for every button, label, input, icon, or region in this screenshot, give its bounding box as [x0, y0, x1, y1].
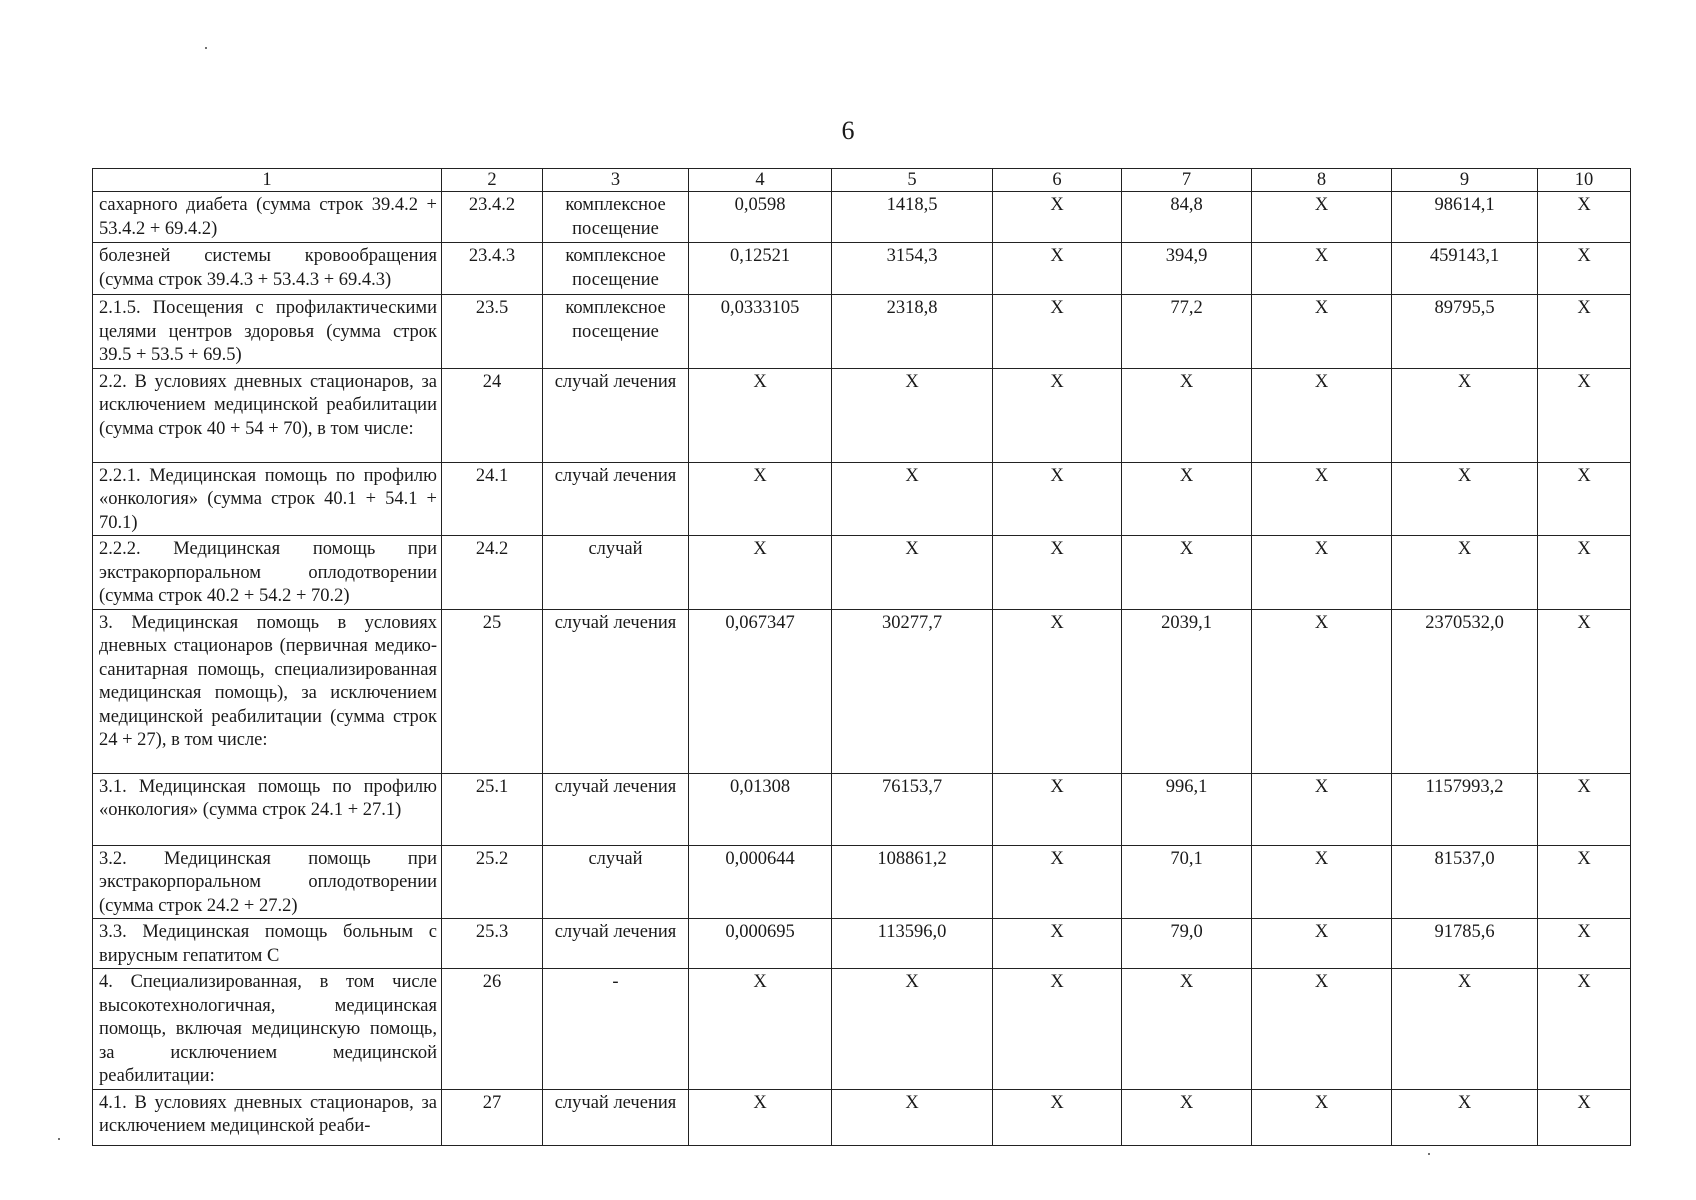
- value-cell-col7: 2039,1: [1122, 609, 1252, 773]
- value-cell-col10: X: [1538, 919, 1631, 969]
- column-header: 9: [1392, 169, 1538, 192]
- value-cell-col7: 79,0: [1122, 919, 1252, 969]
- table-row: [93, 919, 1631, 969]
- column-header: 8: [1252, 169, 1392, 192]
- row-name-cell: 3.1. Медицинская помощь по профилю «онкология» (сумма строк 24.1 + 27.1): [93, 773, 442, 845]
- value-cell-col10: X: [1538, 462, 1631, 536]
- value-cell-col9: X: [1392, 368, 1538, 462]
- value-cell-col4: 0,067347: [689, 609, 832, 773]
- value-cell-col6: X: [993, 609, 1122, 773]
- value-cell-col10: X: [1538, 192, 1631, 243]
- row-name-cell: 2.2.2. Медицинская помощь при экстракорпоральном оплодотворении (сумма строк 40.2 + 54.2 + 70.2): [93, 536, 442, 610]
- value-cell-col6: X: [993, 845, 1122, 919]
- row-number-cell: 25.3: [442, 919, 543, 969]
- value-cell-col10: X: [1538, 295, 1631, 369]
- value-cell-col4: X: [689, 536, 832, 610]
- value-cell-col7: X: [1122, 462, 1252, 536]
- value-cell-col4: 0,12521: [689, 243, 832, 295]
- value-cell-col7: X: [1122, 969, 1252, 1090]
- row-number-cell: 25.1: [442, 773, 543, 845]
- row-number-cell: 24.1: [442, 462, 543, 536]
- value-cell-col5: X: [832, 969, 993, 1090]
- unit-cell: случай лечения: [543, 773, 689, 845]
- value-cell-col7: 84,8: [1122, 192, 1252, 243]
- value-cell-col7: X: [1122, 536, 1252, 610]
- column-header: 10: [1538, 169, 1631, 192]
- table-row: [93, 295, 1631, 369]
- unit-cell: случай лечения: [543, 1089, 689, 1145]
- value-cell-col6: X: [993, 536, 1122, 610]
- value-cell-col6: X: [993, 1089, 1122, 1145]
- value-cell-col7: 70,1: [1122, 845, 1252, 919]
- value-cell-col9: X: [1392, 462, 1538, 536]
- row-number-cell: 23.5: [442, 295, 543, 369]
- row-number-cell: 24.2: [442, 536, 543, 610]
- scan-speck: [205, 47, 207, 49]
- value-cell-col7: 996,1: [1122, 773, 1252, 845]
- value-cell-col5: X: [832, 1089, 993, 1145]
- value-cell-col5: 1418,5: [832, 192, 993, 243]
- unit-cell: -: [543, 969, 689, 1090]
- unit-cell: случай лечения: [543, 462, 689, 536]
- value-cell-col4: X: [689, 462, 832, 536]
- value-cell-col7: X: [1122, 368, 1252, 462]
- value-cell-col8: X: [1252, 919, 1392, 969]
- unit-cell: случай лечения: [543, 919, 689, 969]
- value-cell-col9: 98614,1: [1392, 192, 1538, 243]
- unit-cell: случай: [543, 845, 689, 919]
- value-cell-col5: 30277,7: [832, 609, 993, 773]
- value-cell-col6: X: [993, 243, 1122, 295]
- row-name-cell: 2.2. В условиях дневных стационаров, за исключением медицинской реабилитации (сумма строк 40 + 54 + 70), в том числе:: [93, 368, 442, 462]
- value-cell-col9: X: [1392, 969, 1538, 1090]
- page-number: 6: [841, 116, 855, 145]
- value-cell-col4: X: [689, 969, 832, 1090]
- row-number-cell: 25.2: [442, 845, 543, 919]
- value-cell-col8: X: [1252, 609, 1392, 773]
- unit-cell: комплексное посещение: [543, 295, 689, 369]
- value-cell-col5: 3154,3: [832, 243, 993, 295]
- unit-cell: комплексное посещение: [543, 243, 689, 295]
- value-cell-col8: X: [1252, 1089, 1392, 1145]
- value-cell-col6: X: [993, 969, 1122, 1090]
- value-cell-col9: 459143,1: [1392, 243, 1538, 295]
- row-number-cell: 23.4.2: [442, 192, 543, 243]
- table-body: [93, 192, 1631, 1146]
- row-name-cell: болезней системы кровообращения (сумма строк 39.4.3 + 53.4.3 + 69.4.3): [93, 243, 442, 295]
- value-cell-col6: X: [993, 919, 1122, 969]
- table-row: [93, 536, 1631, 610]
- value-cell-col9: 2370532,0: [1392, 609, 1538, 773]
- row-name-cell: 2.1.5. Посещения с профилактическими целями центров здоровья (сумма строк 39.5 + 53.5 + 69.5): [93, 295, 442, 369]
- column-header: 1: [93, 169, 442, 192]
- value-cell-col10: X: [1538, 773, 1631, 845]
- value-cell-col6: X: [993, 295, 1122, 369]
- data-table: [92, 168, 1631, 1146]
- value-cell-col8: X: [1252, 192, 1392, 243]
- value-cell-col8: X: [1252, 368, 1392, 462]
- unit-cell: случай лечения: [543, 609, 689, 773]
- row-number-cell: 26: [442, 969, 543, 1090]
- scan-speck: [58, 1138, 60, 1140]
- value-cell-col7: 394,9: [1122, 243, 1252, 295]
- row-name-cell: 3.3. Медицинская помощь больным с вирусным гепатитом С: [93, 919, 442, 969]
- value-cell-col8: X: [1252, 462, 1392, 536]
- row-number-cell: 27: [442, 1089, 543, 1145]
- value-cell-col8: X: [1252, 536, 1392, 610]
- table-row: [93, 243, 1631, 295]
- value-cell-col4: 0,0598: [689, 192, 832, 243]
- value-cell-col10: X: [1538, 243, 1631, 295]
- table-row: [93, 368, 1631, 462]
- value-cell-col9: 89795,5: [1392, 295, 1538, 369]
- row-name-cell: 3.2. Медицинская помощь при экстракорпоральном оплодотворении (сумма строк 24.2 + 27.2): [93, 845, 442, 919]
- table-row: [93, 773, 1631, 845]
- value-cell-col6: X: [993, 773, 1122, 845]
- column-header: 2: [442, 169, 543, 192]
- column-header: 4: [689, 169, 832, 192]
- value-cell-col5: X: [832, 462, 993, 536]
- value-cell-col8: X: [1252, 845, 1392, 919]
- value-cell-col7: 77,2: [1122, 295, 1252, 369]
- value-cell-col10: X: [1538, 845, 1631, 919]
- value-cell-col5: X: [832, 536, 993, 610]
- value-cell-col10: X: [1538, 368, 1631, 462]
- table-row: [93, 192, 1631, 243]
- unit-cell: случай лечения: [543, 368, 689, 462]
- table-row: [93, 969, 1631, 1090]
- column-header: 3: [543, 169, 689, 192]
- row-name-cell: сахарного диабета (сумма строк 39.4.2 + 53.4.2 + 69.4.2): [93, 192, 442, 243]
- row-name-cell: 4.1. В условиях дневных стационаров, за исключением медицинской реаби-: [93, 1089, 442, 1145]
- header-row: [93, 169, 1631, 192]
- value-cell-col6: X: [993, 192, 1122, 243]
- value-cell-col6: X: [993, 368, 1122, 462]
- value-cell-col7: X: [1122, 1089, 1252, 1145]
- value-cell-col9: 91785,6: [1392, 919, 1538, 969]
- value-cell-col5: 2318,8: [832, 295, 993, 369]
- column-header: 6: [993, 169, 1122, 192]
- value-cell-col9: 1157993,2: [1392, 773, 1538, 845]
- value-cell-col4: X: [689, 1089, 832, 1145]
- table-row: [93, 609, 1631, 773]
- row-name-cell: 3. Медицинская помощь в условиях дневных стационаров (первичная медико-санитарная помощь, специализированная медицинская помощь), за исключением медицинской реабилитации (сумма строк 24 + 27), в том числе:: [93, 609, 442, 773]
- value-cell-col4: 0,000644: [689, 845, 832, 919]
- unit-cell: случай: [543, 536, 689, 610]
- value-cell-col4: 0,000695: [689, 919, 832, 969]
- row-number-cell: 24: [442, 368, 543, 462]
- value-cell-col9: X: [1392, 1089, 1538, 1145]
- value-cell-col5: X: [832, 368, 993, 462]
- value-cell-col10: X: [1538, 1089, 1631, 1145]
- value-cell-col9: X: [1392, 536, 1538, 610]
- value-cell-col4: 0,01308: [689, 773, 832, 845]
- value-cell-col5: 76153,7: [832, 773, 993, 845]
- value-cell-col10: X: [1538, 609, 1631, 773]
- value-cell-col6: X: [993, 462, 1122, 536]
- table-row: [93, 462, 1631, 536]
- value-cell-col5: 108861,2: [832, 845, 993, 919]
- scan-speck: [1428, 1153, 1430, 1155]
- table-row: [93, 845, 1631, 919]
- value-cell-col4: 0,0333105: [689, 295, 832, 369]
- table-row: [93, 1089, 1631, 1145]
- value-cell-col8: X: [1252, 243, 1392, 295]
- value-cell-col5: 113596,0: [832, 919, 993, 969]
- row-name-cell: 4. Специализированная, в том числе высокотехнологичная, медицинская помощь, включая медицинскую помощь, за исключением медицинской реабилитации:: [93, 969, 442, 1090]
- value-cell-col8: X: [1252, 295, 1392, 369]
- value-cell-col4: X: [689, 368, 832, 462]
- row-name-cell: 2.2.1. Медицинская помощь по профилю «онкология» (сумма строк 40.1 + 54.1 + 70.1): [93, 462, 442, 536]
- value-cell-col10: X: [1538, 969, 1631, 1090]
- value-cell-col8: X: [1252, 773, 1392, 845]
- value-cell-col8: X: [1252, 969, 1392, 1090]
- column-header: 7: [1122, 169, 1252, 192]
- row-number-cell: 25: [442, 609, 543, 773]
- column-header: 5: [832, 169, 993, 192]
- value-cell-col9: 81537,0: [1392, 845, 1538, 919]
- row-number-cell: 23.4.3: [442, 243, 543, 295]
- unit-cell: комплексное посещение: [543, 192, 689, 243]
- value-cell-col10: X: [1538, 536, 1631, 610]
